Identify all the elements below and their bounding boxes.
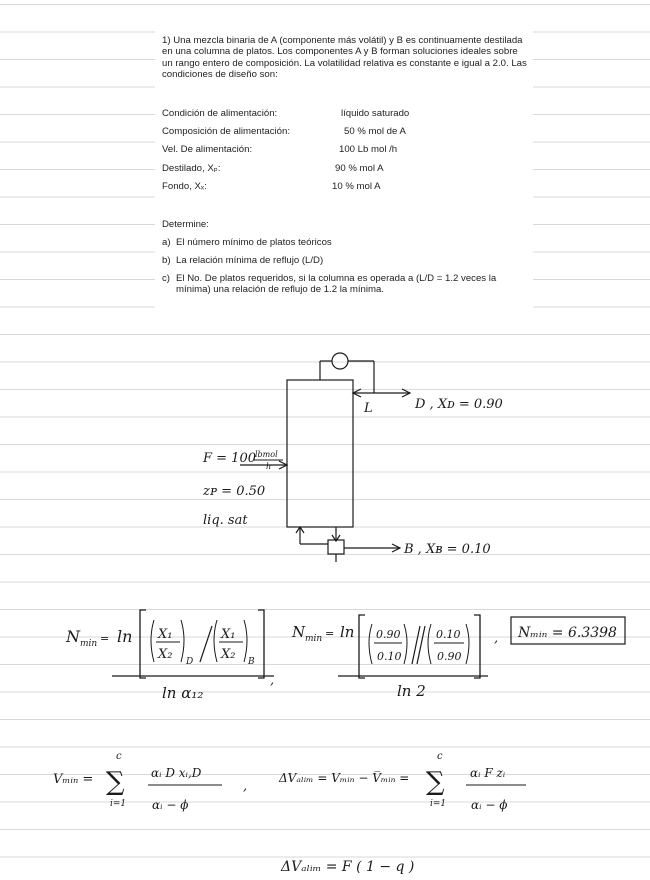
task-letter: a) (162, 237, 171, 248)
problem-intro: 1) Una mezcla binaria de A (componente más volátil) y B es continuamente destilada en una columna de platos. Los componentes A y B forman soluciones ideales sobre un rango entero de composición. La volatilidad relativa es constante e igual a 2.0. Las condiciones de diseño son: (162, 35, 527, 80)
feed-rate-label: F = 100 (203, 451, 256, 466)
feed-units-numerator: lbmol (255, 450, 278, 459)
feed-state-label: liq. sat (203, 513, 248, 528)
fenske-numeric-equation (291, 615, 498, 700)
value-010-top: 0.10 (436, 628, 461, 641)
vmin-numerator: αᵢ D xᵢ,D (151, 766, 202, 780)
svg-text:∑: ∑ (426, 767, 445, 797)
column-body (287, 380, 353, 527)
ln-symbol: ln (117, 627, 133, 646)
delta-v-numerator: αᵢ F zᵢ (470, 766, 506, 780)
ln-symbol: ln (340, 623, 355, 641)
distillate-label: D , Xᴅ = 0.90 (415, 397, 503, 412)
vmin-denominator: αᵢ − ϕ (152, 798, 189, 812)
svg-text:,: , (270, 673, 275, 688)
reboiler-icon (328, 540, 344, 554)
svg-text:,: , (243, 779, 248, 794)
condition-label: Condición de alimentación: (162, 108, 278, 119)
condition-value: líquido saturado (341, 108, 410, 119)
value-090-top: 0.90 (376, 628, 401, 641)
bottoms-label: B , Xʙ = 0.10 (404, 542, 491, 557)
condition-value: 10 % mol A (332, 181, 381, 192)
feed-units-denominator: h (266, 462, 272, 471)
reflux-label: L (364, 401, 373, 416)
nmin-symbol: N (292, 623, 306, 641)
task-text: El No. De platos requeridos, si la columna es operada a (L/D = 1.2 veces la mínima) una relación de reflujo de 1.2 la mínima. (176, 273, 497, 296)
condition-value: 50 % mol de A (344, 126, 406, 137)
vmin-lhs: Vₘᵢₙ = (53, 772, 94, 787)
condition-label: Fondo, Xₓ: (162, 181, 207, 192)
condition-label: Composición de alimentación: (162, 126, 290, 137)
svg-text:,: , (494, 631, 499, 646)
svg-text:=: = (325, 627, 335, 640)
underwood-equation (53, 751, 526, 812)
sigma-top: c (437, 751, 443, 762)
value-090-bottom: 0.90 (437, 650, 462, 663)
ln-alpha12: ln α₁₂ (162, 684, 204, 702)
x2-top: X₂ (158, 647, 173, 662)
delta-v-denominator: αᵢ − ϕ (471, 798, 508, 812)
sigma-top: c (116, 751, 122, 762)
x1-bottom: X₁ (221, 627, 236, 642)
ln-2: ln 2 (397, 682, 426, 700)
condition-label: Destilado, Xₚ: (162, 163, 221, 174)
delta-v-lhs: ΔVₐₗᵢₘ = Vₘᵢₙ − V̅ₘᵢₙ = (279, 771, 410, 785)
x2-bottom: X₂ (221, 647, 236, 662)
condition-label: Vel. De alimentación: (162, 144, 253, 155)
sub-d: D (186, 657, 194, 667)
svg-text:=: = (100, 632, 110, 645)
value-010-bottom: 0.10 (377, 650, 402, 663)
nmin-subscript: min (305, 634, 323, 644)
nmin-symbol: N (66, 627, 80, 646)
task-letter: c) (162, 273, 170, 284)
x1-top: X₁ (158, 627, 173, 642)
svg-text:∑: ∑ (106, 767, 125, 797)
determine-heading: Determine: (162, 219, 209, 230)
feed-composition-label: zᴘ = 0.50 (203, 484, 266, 499)
task-text: El número mínimo de platos teóricos (176, 237, 332, 248)
fenske-general-equation (65, 610, 274, 702)
sub-b: B (248, 657, 255, 667)
nmin-result: Nₘᵢₙ = 6.3398 (518, 625, 617, 641)
sigma-bottom: i=1 (110, 799, 127, 809)
sigma-bottom: i=1 (430, 799, 447, 809)
condenser-icon (332, 353, 348, 369)
condition-value: 100 Lb mol /h (339, 144, 398, 155)
task-letter: b) (162, 255, 171, 266)
nmin-subscript: min (80, 639, 98, 649)
delta-v-feed-equation: ΔVₐₗᵢₘ = F ( 1 − q ) (281, 859, 415, 875)
task-text: La relación mínima de reflujo (L/D) (176, 255, 324, 266)
condition-value: 90 % mol A (335, 163, 384, 174)
